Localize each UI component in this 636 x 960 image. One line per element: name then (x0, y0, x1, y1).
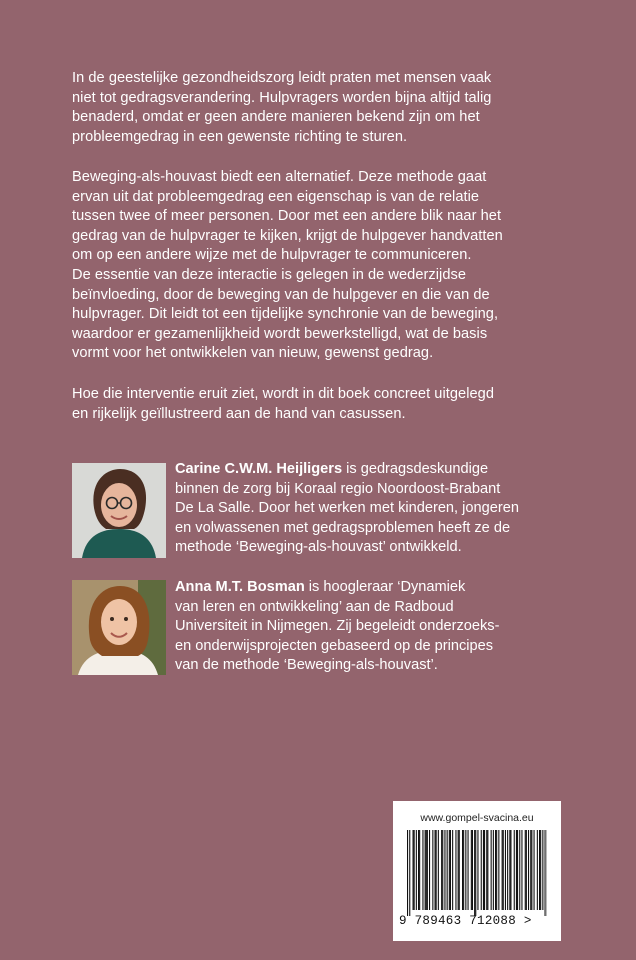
isbn-number: 9 789463 712088 > (399, 914, 532, 928)
barcode-bar (475, 830, 476, 916)
author-bio-carine (175, 460, 575, 558)
blurb-paragraph-2: Beweging-als-houvast biedt een alternatief. Deze methode gaat ervan uit dat probleemgedrag een eigenschap is van de relatie tussen twee of meer personen. Door met een andere blik naar het gedrag van de hulpvrager te kijken, krijgt de hulpgever handvatten om op een andere wijze met de hulpvrager te communiceren. De essentie van deze interactie is gelegen in de wederzijdse beïnvloeding, door de beweging van de hulpgever en die van de hulpvrager. Dit leidt tot een tijdelijke synchronie van de beweging, waardoor er gezamenlijkheid wordt bewerkstelligd, wat de basis vormt voor het ontwikkelen van nieuw, gewenst gedrag. (72, 169, 503, 362)
barcode-bar (503, 830, 504, 910)
author-photo-anna (72, 580, 166, 675)
barcode-bar (534, 830, 535, 910)
barcode-bar (496, 830, 497, 910)
barcode-bar (409, 830, 410, 916)
barcode-bar (537, 830, 538, 910)
author-bio-text-carine: is gedragsdeskundige binnen de zorg bij Koraal regio Noordoost-Brabant De La Salle. Door het werken met kinderen, jongeren en volwassenen met gedragsproblemen heeft ze de methode ‘Beweging-als-houvast’ ontwikkeld. (175, 461, 519, 556)
author-bio-anna (175, 578, 575, 676)
barcode-bar (462, 830, 463, 910)
barcode-bar (472, 830, 473, 910)
barcode-bar (487, 830, 488, 910)
barcode-bar (429, 830, 430, 910)
barcode-bar (419, 830, 420, 910)
blurb-paragraph-3: Hoe die interventie eruit ziet, wordt in dit boek concreet uitgelegd en rijkelijk geïllustreerd aan de hand van casussen. (72, 386, 494, 422)
author-photo-carine (72, 463, 166, 558)
blurb-paragraph-1: In de geestelijke gezondheidszorg leidt praten met mensen vaak niet tot gedragsverandering. Hulpvragers worden bijna altijd talig benaderd, omdat er geen andere manieren bekend zijn om het probleemgedrag in een gewenste richting te sturen. (72, 70, 492, 145)
barcode-bar (509, 830, 510, 910)
barcode-bar (407, 830, 408, 916)
barcode-bar (491, 830, 492, 910)
barcode-bar (481, 830, 482, 910)
barcode-bar (468, 830, 469, 910)
barcode-bar (422, 830, 423, 910)
barcode-bar (418, 830, 419, 910)
barcode-bar (438, 830, 439, 910)
barcode-bar (498, 830, 499, 910)
barcode-bar (525, 830, 526, 910)
barcode-bar (414, 830, 415, 910)
barcode-bar (486, 830, 487, 910)
barcode-bar (483, 830, 484, 910)
barcode-bar (432, 830, 433, 910)
barcode-bar (413, 830, 414, 910)
barcode-bar (539, 830, 540, 910)
barcode-bar (530, 830, 531, 910)
barcode-bar (426, 830, 427, 910)
barcode-bar (474, 830, 475, 916)
barcode-bar (444, 830, 445, 910)
barcode-bar (447, 830, 448, 910)
barcode-bar (441, 830, 442, 910)
barcode-bar (455, 830, 456, 910)
barcode-bar (477, 830, 478, 910)
barcode-bar (517, 830, 518, 910)
barcode-bar (463, 830, 464, 910)
barcode-bar (484, 830, 485, 910)
barcode-bar (493, 830, 494, 910)
barcode-bar (519, 830, 520, 910)
barcode-bar (521, 830, 522, 910)
barcode-icon (407, 830, 547, 918)
barcode-bar (427, 830, 428, 910)
barcode-bar (510, 830, 511, 910)
barcode-bar (542, 830, 543, 910)
portrait-woman-icon (72, 580, 166, 675)
barcode-bar (459, 830, 460, 910)
barcode-bar (505, 830, 506, 910)
barcode-bar (495, 830, 496, 910)
barcode-bar (514, 830, 515, 910)
barcode-bar (531, 830, 532, 910)
barcode-bar (458, 830, 459, 910)
barcode-bar (516, 830, 517, 910)
barcode-bar (471, 830, 472, 910)
barcode-label (393, 801, 561, 941)
barcode-bar (540, 830, 541, 910)
author-name-anna: Anna M.T. Bosman (175, 579, 305, 595)
barcode-bar (425, 830, 426, 910)
barcode-bar (436, 830, 437, 910)
barcode-bar (502, 830, 503, 910)
barcode-bar (435, 830, 436, 910)
barcode-bar (442, 830, 443, 910)
portrait-woman-glasses-icon (72, 463, 166, 558)
barcode-bar (450, 830, 451, 910)
publisher-url: www.gompel-svacina.eu (420, 812, 534, 824)
barcode-bar (449, 830, 450, 910)
author-bio-text-anna: is hoogleraar ‘Dynamiek van leren en ontwikkeling’ aan de Radboud Universiteit in Nijmegen. Zij begeleidt onderzoeks- en onderwijsprojecten gebaseerd op de principes van de methode ‘Beweging-als-houvast’. (175, 579, 500, 674)
barcode-bar (507, 830, 508, 910)
barcode-bar (526, 830, 527, 910)
barcode-bar (452, 830, 453, 910)
barcode-bar (465, 830, 466, 910)
barcode-bar (416, 830, 417, 910)
barcode-bar (545, 830, 546, 916)
author-name-carine: Carine C.W.M. Heijligers (175, 461, 343, 477)
barcode-bar (528, 830, 529, 910)
